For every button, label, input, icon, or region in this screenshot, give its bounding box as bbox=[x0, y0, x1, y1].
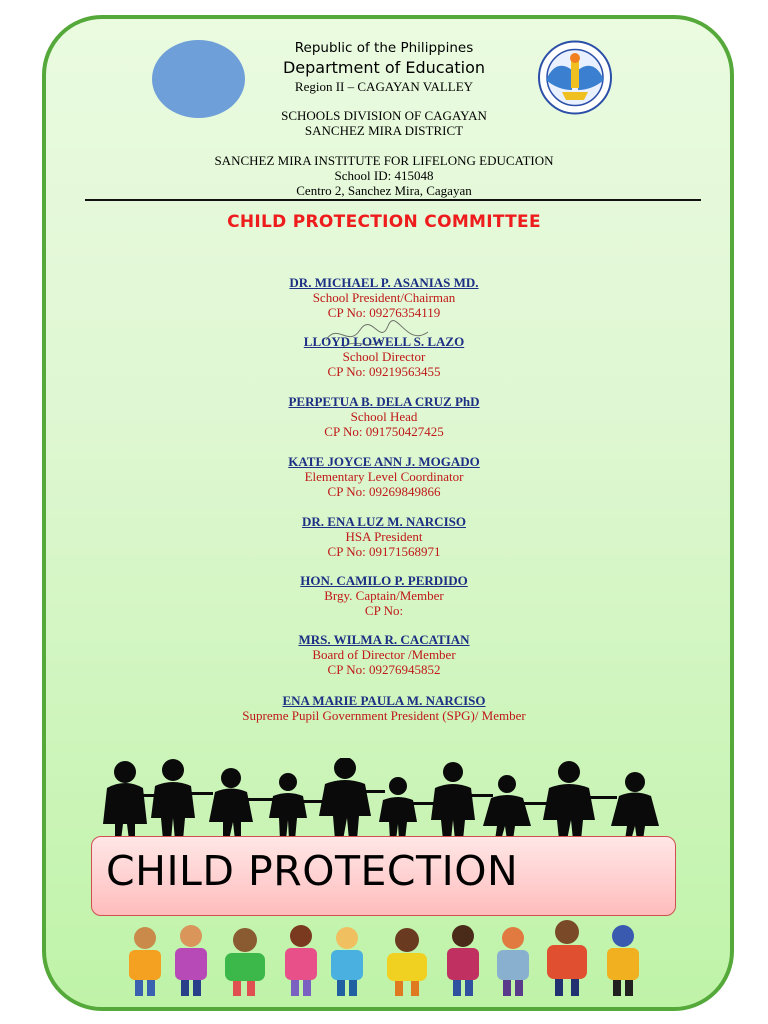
header-divider bbox=[85, 199, 701, 201]
member-role: Supreme Pupil Government President (SPG)/ Member bbox=[242, 708, 526, 723]
member-entry bbox=[0, 693, 768, 723]
member-role: School Director bbox=[342, 349, 426, 364]
member-entry bbox=[0, 275, 768, 320]
banner-text: CHILD PROTECTION bbox=[106, 847, 519, 895]
member-phone: CP No: 09276354119 bbox=[327, 305, 441, 320]
member-role: HSA President bbox=[345, 529, 423, 544]
member-entry bbox=[0, 573, 768, 618]
school-id: School ID: 415048 bbox=[334, 168, 434, 183]
member-role: Board of Director /Member bbox=[312, 647, 456, 662]
member-role: School President/Chairman bbox=[312, 290, 456, 305]
member-entry bbox=[0, 334, 768, 379]
member-entry bbox=[0, 394, 768, 439]
school-address: Centro 2, Sanchez Mira, Cagayan bbox=[296, 183, 472, 198]
member-name: MRS. WILMA R. CACATIAN bbox=[298, 632, 470, 647]
member-name: LLOYD LOWELL S. LAZO bbox=[303, 334, 465, 349]
child-protection-banner bbox=[91, 836, 676, 916]
member-role: School Head bbox=[350, 409, 418, 424]
member-name: DR. ENA LUZ M. NARCISO bbox=[302, 514, 466, 529]
division-name: SCHOOLS DIVISION OF CAGAYAN bbox=[281, 108, 487, 123]
member-name: DR. MICHAEL P. ASANIAS MD. bbox=[289, 275, 479, 290]
header-republic: Republic of the Philippines bbox=[294, 40, 474, 56]
family-silhouettes-illustration bbox=[95, 758, 675, 840]
school-name: SANCHEZ MIRA INSTITUTE FOR LIFELONG EDUCATION bbox=[214, 153, 554, 168]
member-phone: CP No: 09219563455 bbox=[327, 364, 441, 379]
member-phone: CP No: 091750427425 bbox=[324, 424, 444, 439]
member-phone: CP No: 09276945852 bbox=[327, 662, 441, 677]
kids-with-backpacks-illustration bbox=[115, 918, 660, 998]
member-entry bbox=[0, 514, 768, 559]
member-entry bbox=[0, 454, 768, 499]
header-division bbox=[0, 108, 768, 138]
member-entry bbox=[0, 632, 768, 677]
member-name: PERPETUA B. DELA CRUZ PhD bbox=[288, 394, 480, 409]
member-phone: CP No: bbox=[364, 603, 404, 618]
member-phone: CP No: 09269849866 bbox=[327, 484, 441, 499]
header-department: Department of Education bbox=[282, 58, 486, 77]
member-name: ENA MARIE PAULA M. NARCISO bbox=[282, 693, 486, 708]
member-role: Elementary Level Coordinator bbox=[304, 469, 464, 484]
member-role: Brgy. Captain/Member bbox=[324, 588, 444, 603]
committee-title: CHILD PROTECTION COMMITTEE bbox=[227, 212, 541, 232]
member-phone: CP No: 09171568971 bbox=[327, 544, 441, 559]
member-name: HON. CAMILO P. PERDIDO bbox=[300, 573, 468, 588]
district-name: SANCHEZ MIRA DISTRICT bbox=[304, 123, 464, 138]
header-school bbox=[0, 153, 768, 198]
member-name: KATE JOYCE ANN J. MOGADO bbox=[288, 454, 480, 469]
header-region: Region II – CAGAYAN VALLEY bbox=[294, 79, 474, 94]
